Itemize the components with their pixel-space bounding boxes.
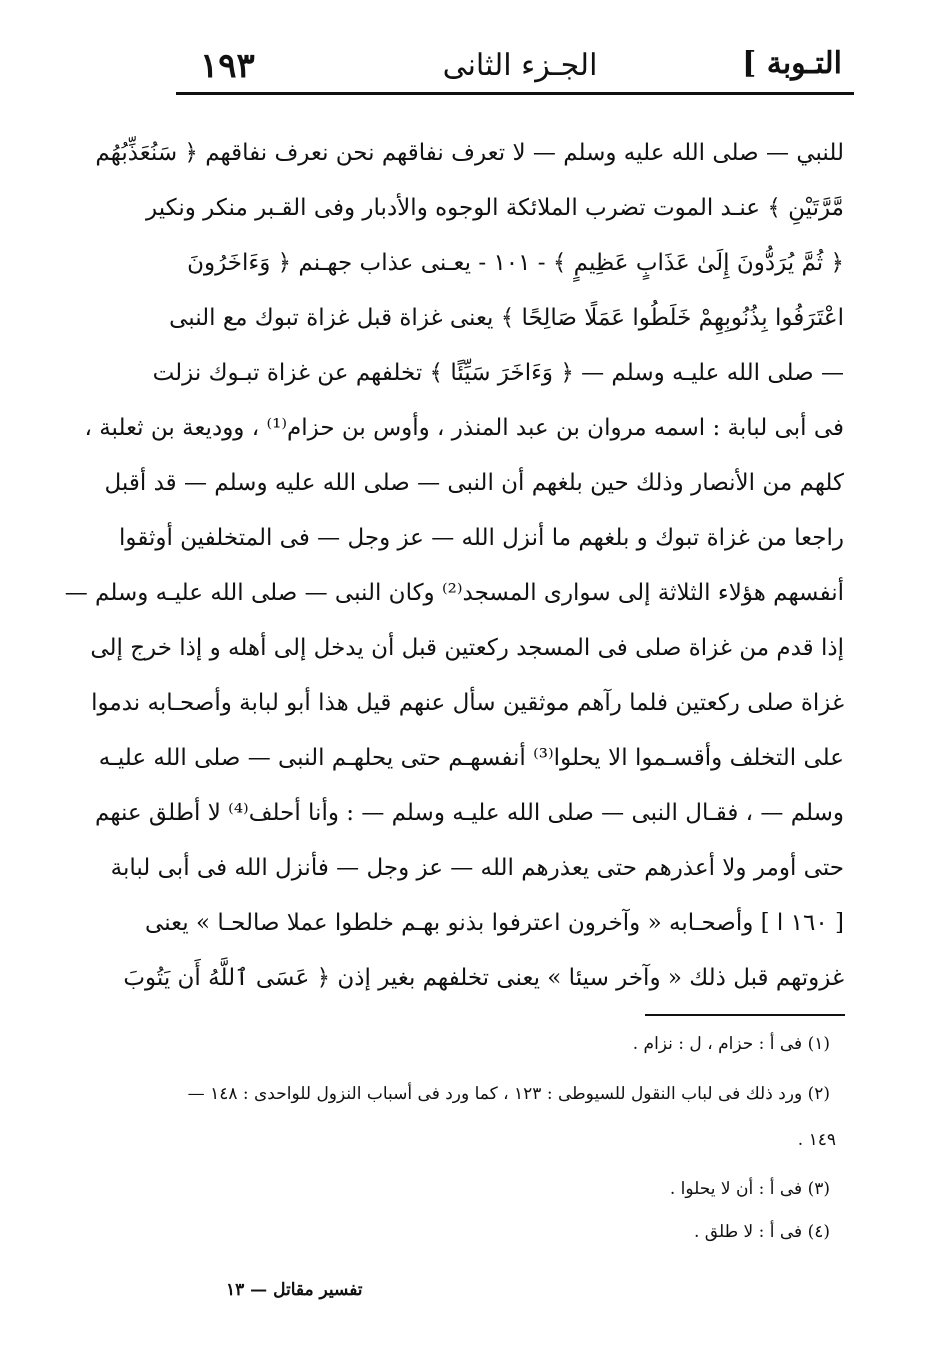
page-number: ١٩٣ <box>200 46 255 86</box>
text-line: إذا قدم من غزاة صلى فى المسجد ركعتين قبل أن يدخل إلى أهله و إذا خرج إلى <box>90 635 844 661</box>
text-line: مَّرَّتَيْنِ ﴾ عنـد الموت تضرب الملائكة الوجوه والأدبار وفى القـبر منكر ونكير <box>146 195 844 221</box>
text-line: غزوتهم قبل ذلك « وآخر سيئا » يعنى تخلفهم بغير إذن ﴿ عَسَى ٱللَّهُ أَن يَتُوبَ <box>123 965 844 991</box>
footnote-2: (٢) ورد ذلك فى لباب النقول للسيوطى : ١٢٣ ، كما ورد فى أسباب النزول للواحدى : ١٤٨ — <box>187 1084 830 1104</box>
footnote-1: (١) فى أ : حزام ، ل : نزام . <box>632 1034 830 1054</box>
running-header <box>180 40 850 92</box>
text-line: راجعا من غزاة تبوك و بلغهم ما أنزل الله — عز وجل — فى المتخلفين أوثقوا <box>119 525 844 551</box>
surah-marker: التـوبة ] <box>742 46 842 81</box>
text-line: — صلى الله عليـه وسلم — ﴿ وَءَاخَرَ سَيِّئًا ﴾ تخلفهم عن غزاة تبـوك نزلت <box>152 360 844 386</box>
footnote-2-continuation: ١٤٩ . <box>797 1130 836 1150</box>
text-line: فى أبى لبابة : اسمه مروان بن عبد المنذر ، وأوس بن حزام⁽¹⁾ ، ووديعة بن ثعلبة ، <box>84 415 844 441</box>
text-line: ﴿ ثُمَّ يُرَدُّونَ إِلَىٰ عَذَابٍ عَظِيمٍ ﴾ - ١٠١ - يعـنى عذاب جهـنم ﴿ وَءَاخَرُونَ <box>187 250 844 276</box>
text-line: [ ١٦٠ ا ] وأصحـابه « وآخرون اعترفوا بذنو بهـم خلطوا عملا صالحـا » يعنى <box>145 910 844 936</box>
footnote-3: (٣) فى أ : أن لا يحلوا . <box>669 1179 830 1199</box>
part-title: الجـزء الثانى <box>442 48 598 83</box>
text-line: حتى أومر ولا أعذرهم حتى يعذرهم الله — عز وجل — فأنزل الله فى أبى لبابة <box>110 855 844 881</box>
text-line: أنفسهم هؤلاء الثلاثة إلى سوارى المسجد⁽²⁾ وكان النبى — صلى الله عليـه وسلم — <box>64 580 844 606</box>
text-line: كلهم من الأنصار وذلك حين بلغهم أن النبى — صلى الله عليه وسلم — قد أقبل <box>104 470 844 496</box>
text-line: اعْتَرَفُوا بِذُنُوبِهِمْ خَلَطُوا عَمَلًا صَالِحًا ﴾ يعنى غزاة قبل غزاة تبوك مع النبى <box>169 305 844 331</box>
text-line: على التخلف وأقسـموا الا يحلوا⁽³⁾ أنفسهـم حتى يحلهـم النبى — صلى الله عليـه <box>98 745 844 771</box>
printer-signature: تفسير مقاتل — ١٣ <box>226 1280 363 1300</box>
footnote-rule <box>645 1014 845 1016</box>
text-line: وسلم — ، فقـال النبى — صلى الله عليـه وسلم — : وأنا أحلف⁽⁴⁾ لا أطلق عنهم <box>95 800 844 826</box>
text-line: غزاة صلى ركعتين فلما رآهم موثقين سأل عنهم قيل هذا أبو لبابة وأصحـابه ندموا <box>91 690 844 716</box>
main-text <box>64 126 844 1006</box>
footnote-4: (٤) فى أ : لا طلق . <box>693 1222 830 1242</box>
header-rule <box>176 92 854 95</box>
text-line: للنبي — صلى الله عليه وسلم — لا تعرف نفاقهم نحن نعرف نفاقهم ﴿ سَنُعَذِّبُهُم <box>95 140 844 166</box>
